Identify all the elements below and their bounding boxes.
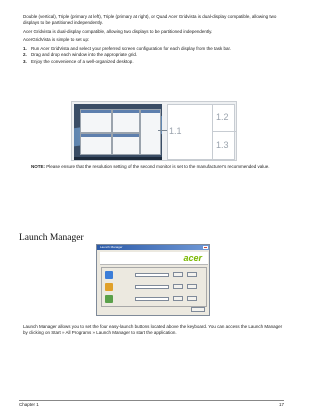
grid-label-1-3: 1.3 bbox=[216, 140, 229, 150]
program-selector bbox=[135, 285, 169, 289]
step-text: Drag and drop each window into the appropriate grid. bbox=[31, 52, 138, 58]
step-item bbox=[23, 52, 285, 58]
window-title-bar bbox=[97, 245, 209, 250]
footer-rule bbox=[19, 400, 284, 401]
close-icon bbox=[203, 246, 208, 250]
note bbox=[31, 164, 285, 170]
window-thumbnail bbox=[140, 109, 161, 155]
grid-layout-preview bbox=[167, 104, 235, 160]
launch-manager-screenshot bbox=[96, 244, 210, 316]
intro-paragraph-2: Acer Gridvista is dual-display compatible, allowing two displays to be partitioned independently. bbox=[23, 29, 213, 34]
row-button bbox=[173, 272, 183, 277]
step-item bbox=[23, 59, 285, 65]
note-text: Please ensure that the resolution setting of the second monitor is set to the manufacturer's recommended value. bbox=[46, 164, 270, 169]
acer-logo: acer bbox=[183, 253, 202, 263]
window-thumbnail bbox=[112, 133, 140, 155]
row-button bbox=[187, 296, 197, 301]
launch-button-row bbox=[105, 283, 205, 292]
intro-paragraph-1: Double (vertical), Triple (primary at left), Triple (primary at right), or Quad Acer Gridvista is dual-display compatible, allowing two displays to be partitioned independently. bbox=[23, 14, 277, 25]
window-title: Launch Manager bbox=[100, 245, 123, 250]
launch-key-icon bbox=[105, 271, 113, 279]
launch-button-row bbox=[105, 295, 205, 304]
logo-banner bbox=[100, 252, 208, 265]
row-button bbox=[187, 284, 197, 289]
gridvista-screenshot bbox=[71, 101, 237, 161]
row-button bbox=[173, 296, 183, 301]
row-button bbox=[173, 284, 183, 289]
step-number: 2. bbox=[23, 52, 27, 58]
section-body: Launch Manager allows you to set the four easy-launch buttons located above the keyboard. You can access the Launch Manager by clicking on Start » All Programs » Launch Manager to start the application. bbox=[23, 324, 283, 335]
step-number: 3. bbox=[23, 58, 27, 64]
step-number: 1. bbox=[23, 46, 27, 51]
window-thumbnail bbox=[80, 109, 112, 133]
grid-label-1-1: 1.1 bbox=[169, 126, 182, 136]
footer-chapter: Chapter 1 bbox=[19, 402, 39, 407]
window-thumbnail bbox=[80, 133, 112, 155]
launch-button-row bbox=[105, 271, 205, 280]
setup-steps bbox=[23, 46, 285, 65]
program-selector bbox=[135, 297, 169, 301]
row-button bbox=[187, 272, 197, 277]
desktop-preview bbox=[74, 104, 162, 160]
taskbar bbox=[74, 157, 162, 160]
page-number: 17 bbox=[278, 402, 284, 407]
step-text: Enjoy the convenience of a well-organized desktop. bbox=[31, 58, 134, 64]
step-item bbox=[23, 46, 285, 52]
grid-label-1-2: 1.2 bbox=[216, 112, 229, 122]
setup-intro: AcerGridVista is simple to set up: bbox=[23, 37, 90, 42]
section-heading: Launch Manager bbox=[19, 233, 84, 243]
step-text: Run Acer GridVista and select your preferred screen configuration for each display from the task bar. bbox=[31, 46, 232, 51]
window-thumbnail bbox=[112, 109, 140, 133]
note-label: NOTE: bbox=[31, 164, 45, 169]
program-selector bbox=[135, 273, 169, 277]
launch-key-icon bbox=[105, 295, 113, 303]
dialog-button bbox=[191, 307, 205, 312]
button-configuration-group bbox=[101, 267, 207, 307]
launch-key-icon bbox=[105, 283, 113, 291]
